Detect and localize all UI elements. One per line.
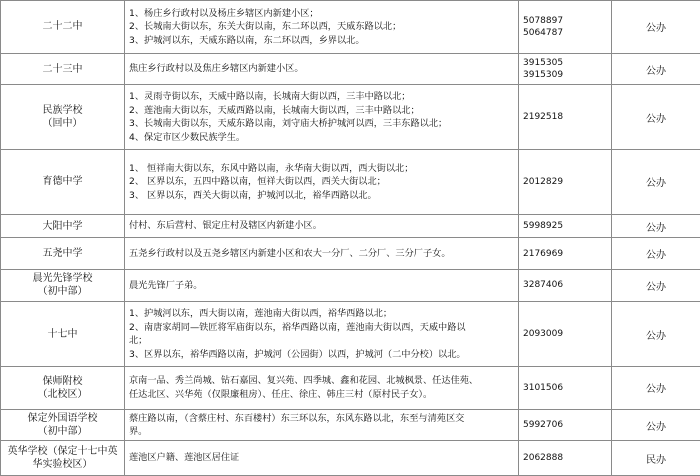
table-row bbox=[1, 53, 700, 84]
phone-cell bbox=[519, 269, 612, 301]
school-name-cell bbox=[1, 441, 125, 476]
school-name: 五尧中学 bbox=[42, 248, 83, 260]
phone-number: 5064787 bbox=[523, 27, 564, 38]
enrollment-area-line: 晨光先锋厂子弟。 bbox=[129, 279, 203, 291]
enrollment-area-line: 北； bbox=[129, 335, 148, 347]
school-name: 大阳中学 bbox=[42, 220, 83, 232]
school-name: 晨光先锋学校 bbox=[32, 273, 93, 285]
enrollment-area-line: 1、 恒祥南大街以东，东风中路以南，永华南大街以西，西大街以北； bbox=[129, 162, 414, 174]
enrollment-area-cell bbox=[125, 149, 519, 214]
enrollment-area-line: 3、 区界以东，西关大街以南，护城河以北，裕华西路以北。 bbox=[129, 189, 377, 201]
phone-number: 3287406 bbox=[523, 280, 564, 291]
school-name: 民族学校 bbox=[42, 105, 83, 117]
enrollment-area-line: 2、 区界以东，五四中路以南，恒祥大街以西，西关大街以北； bbox=[129, 176, 386, 188]
phone-cell bbox=[519, 410, 612, 441]
phone-number: 5078897 bbox=[523, 15, 564, 26]
table-row bbox=[1, 238, 700, 269]
school-name: 保定外国语学校 bbox=[27, 413, 98, 425]
enrollment-area-cell bbox=[125, 366, 519, 409]
phone-cell bbox=[519, 302, 612, 367]
phone-cell bbox=[519, 366, 612, 409]
enrollment-area-line: 五尧乡行政村以及五尧乡辖区内新建小区和农大一分厂、二分厂、三分厂子女。 bbox=[129, 247, 451, 259]
enrollment-area-line: 蔡庄路以南，（含蔡庄村、东百楼村）东三环以东，东风东路以北，东至与清苑区交 bbox=[129, 412, 465, 424]
school-name-cell bbox=[1, 149, 125, 214]
phone-cell bbox=[519, 441, 612, 476]
phone-number: 2176969 bbox=[523, 248, 564, 259]
phone-cell bbox=[519, 238, 612, 269]
enrollment-area-cell bbox=[125, 238, 519, 269]
enrollment-area-line: 3、长城南大街以东，天威东路以南，刘守庙大桥护城河以西，三丰东路以北； bbox=[129, 118, 448, 130]
enrollment-area-line: 莲池区户籍、莲池区居住证 bbox=[129, 452, 240, 464]
school-type-cell: 公办 bbox=[612, 366, 700, 409]
phone-cell bbox=[519, 1, 612, 54]
enrollment-area-cell bbox=[125, 269, 519, 301]
enrollment-area-cell bbox=[125, 302, 519, 367]
enrollment-area-cell bbox=[125, 441, 519, 476]
school-name: 英华学校（保定十七中英 bbox=[7, 446, 118, 458]
table-row bbox=[1, 214, 700, 238]
school-name-cell bbox=[1, 85, 125, 150]
school-name-cell bbox=[1, 1, 125, 54]
enrollment-area-line: 1、护城河以东，西大街以南，莲池南大街以西，裕华西路以北； bbox=[129, 308, 393, 320]
enrollment-area-line: 焦庄乡行政村以及焦庄乡辖区内新建小区。 bbox=[129, 63, 304, 75]
enrollment-area-line: 4、保定市区少数民族学生。 bbox=[129, 131, 246, 143]
enrollment-area-line: 1、杨庄乡行政村以及杨庄乡辖区内新建小区； bbox=[129, 7, 319, 19]
phone-cell bbox=[519, 149, 612, 214]
table-row bbox=[1, 302, 700, 367]
school-type-cell: 公办 bbox=[612, 85, 700, 150]
school-type-cell: 公办 bbox=[612, 410, 700, 441]
enrollment-area-cell bbox=[125, 214, 519, 238]
enrollment-area-cell bbox=[125, 85, 519, 150]
school-type-cell: 公办 bbox=[612, 269, 700, 301]
enrollment-area-cell bbox=[125, 53, 519, 84]
phone-cell bbox=[519, 85, 612, 150]
phone-number: 3101506 bbox=[523, 382, 564, 393]
school-name: （回中） bbox=[42, 118, 83, 130]
phone-number: 3915305 bbox=[523, 58, 564, 69]
enrollment-area-line: 付村、东后营村、银定庄村及辖区内新建小区。 bbox=[129, 220, 322, 232]
school-name: （初中部） bbox=[37, 426, 88, 438]
school-type-cell: 公办 bbox=[612, 214, 700, 238]
enrollment-area-line: 2、长城南大街以东，东关大街以南，东二环以西，天威东路以北； bbox=[129, 21, 402, 33]
table-row bbox=[1, 85, 700, 150]
table-row bbox=[1, 441, 700, 476]
phone-cell bbox=[519, 53, 612, 84]
table-body bbox=[1, 1, 700, 476]
school-name-cell bbox=[1, 302, 125, 367]
phone-cell bbox=[519, 214, 612, 238]
school-type-cell: 公办 bbox=[612, 149, 700, 214]
school-name: 二十二中 bbox=[42, 21, 83, 33]
table-row bbox=[1, 1, 700, 54]
school-name-cell bbox=[1, 238, 125, 269]
school-type-cell: 公办 bbox=[612, 238, 700, 269]
table-row bbox=[1, 410, 700, 441]
school-name: 育德中学 bbox=[42, 176, 83, 188]
phone-number: 2012829 bbox=[523, 176, 564, 187]
school-type-cell: 民办 bbox=[612, 441, 700, 476]
phone-number: 2062888 bbox=[523, 453, 564, 464]
enrollment-area-line: 任达北区、兴华苑（仅限廉租房）、任庄、徐庄、韩庄三村（原村民子女）。 bbox=[129, 388, 433, 400]
school-name-cell bbox=[1, 410, 125, 441]
enrollment-area-line: 京南一品、秀兰尚城、钻石嘉园、复兴苑、四季城、鑫和花园、北城枫景、任达佳苑、 bbox=[129, 375, 479, 387]
school-name: （北校区） bbox=[37, 388, 88, 400]
phone-number: 5992706 bbox=[523, 420, 564, 431]
enrollment-area-line: 3、护城河以东，天威东路以南，东二环以西，乡界以北。 bbox=[129, 34, 365, 46]
enrollment-area-line: 2、南唐家胡同—铁匠将军庙街以东，裕华西路以南，莲池南大街以西，天威中路以 bbox=[129, 321, 466, 333]
table-row bbox=[1, 269, 700, 301]
phone-number: 5998925 bbox=[523, 221, 564, 232]
school-name: 二十三中 bbox=[42, 63, 83, 75]
phone-number: 3915309 bbox=[523, 70, 564, 81]
school-type-cell: 公办 bbox=[612, 53, 700, 84]
table-row bbox=[1, 366, 700, 409]
school-type-cell: 公办 bbox=[612, 1, 700, 54]
enrollment-area-line: 2、莲池南大街以东，天威西路以南，长城南大街以西，三丰中路以北； bbox=[129, 104, 420, 116]
table-row bbox=[1, 149, 700, 214]
phone-number: 2192518 bbox=[523, 112, 564, 123]
enrollment-area-line: 3、区界以东，裕华西路以南，护城河（公园街）以西，护城河（二中分校）以北。 bbox=[129, 348, 466, 360]
school-name-cell bbox=[1, 366, 125, 409]
enrollment-area-cell bbox=[125, 410, 519, 441]
phone-number: 2093009 bbox=[523, 329, 564, 340]
school-name-cell bbox=[1, 269, 125, 301]
school-name: 保师附校 bbox=[42, 375, 83, 387]
enrollment-area-cell bbox=[125, 1, 519, 54]
school-name: 十七中 bbox=[47, 328, 78, 340]
school-name: 华实验校区） bbox=[32, 459, 93, 471]
school-name: （初中部） bbox=[37, 286, 88, 298]
school-type-cell: 公办 bbox=[612, 302, 700, 367]
enrollment-area-line: 界。 bbox=[129, 426, 148, 438]
school-name-cell bbox=[1, 53, 125, 84]
enrollment-area-line: 1、灵雨寺街以东，天威中路以南，长城南大街以西，三丰中路以北； bbox=[129, 91, 411, 103]
school-name-cell bbox=[1, 214, 125, 238]
